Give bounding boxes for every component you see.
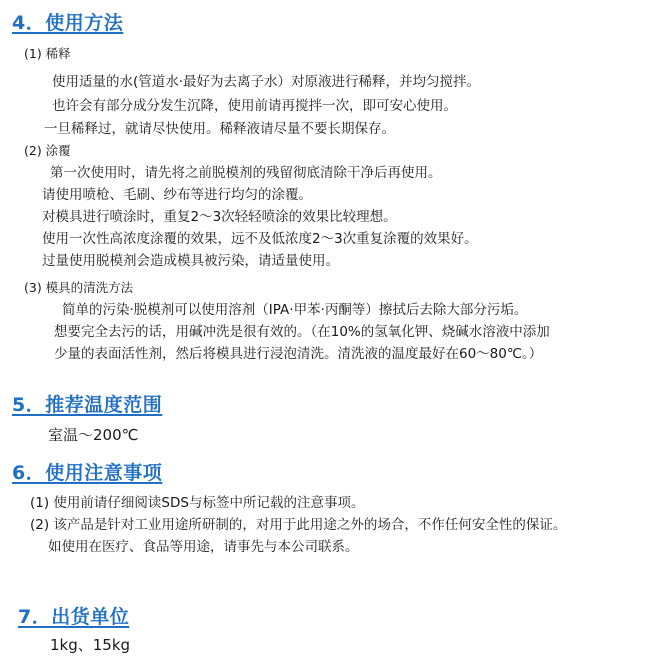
- precaution-line-1: (1) 使用前请仔细阅读SDS与标签中所记载的注意事项。: [30, 495, 365, 511]
- coating-line-5: 过量使用脱模剂会造成模具被污染，请适量使用。: [42, 253, 339, 269]
- subsection-cleaning-label: (3) 模具的清洗方法: [24, 280, 134, 295]
- section-5-heading: 5．推荐温度范围: [12, 394, 163, 416]
- section-7-heading: 7．出货单位: [18, 606, 130, 628]
- section-6-heading: 6．使用注意事项: [12, 462, 163, 484]
- precaution-line-3: 如使用在医疗、食品等用途，请事先与本公司联系。: [48, 539, 359, 555]
- coating-line-3: 对模具进行喷涂时，重复2～3次轻轻喷涂的效果比较理想。: [42, 209, 397, 225]
- dilution-line-2: 也许会有部分成分发生沉降，使用前请再搅拌一次，即可安心使用。: [52, 98, 457, 114]
- coating-line-1: 第一次使用时，请先将之前脱模剂的残留彻底清除干净后再使用。: [50, 165, 442, 181]
- cleaning-line-3: 少量的表面活性剂，然后将模具进行浸泡清洗。清洗液的温度最好在60～80℃。）: [54, 346, 543, 362]
- coating-line-2: 请使用喷枪、毛刷、纱布等进行均匀的涂覆。: [42, 187, 312, 203]
- shipping-unit-value: 1kg、15kg: [50, 636, 131, 654]
- cleaning-line-1: 简单的污染·脱模剂可以使用溶剂（IPA·甲苯·丙酮等）擦拭后去除大部分污垢。: [62, 302, 528, 318]
- section-4-heading: 4．使用方法: [12, 12, 124, 34]
- temperature-range-value: 室温～200℃: [48, 426, 139, 444]
- dilution-line-1: 使用适量的水(管道水·最好为去离子水）对原液进行稀释，并均匀搅拌。: [52, 74, 481, 90]
- subsection-coating-label: (2) 涂覆: [24, 143, 71, 158]
- cleaning-line-2: 想要完全去污的话，用碱冲洗是很有效的。（在10%的氢氧化钾、烧碱水溶液中添加: [54, 324, 550, 340]
- dilution-line-3: 一旦稀释过，就请尽快使用。稀释液请尽量不要长期保存。: [44, 121, 395, 137]
- subsection-dilution-label: (1) 稀释: [24, 46, 71, 61]
- coating-line-4: 使用一次性高浓度涂覆的效果，远不及低浓度2～3次重复涂覆的效果好。: [42, 231, 478, 247]
- precaution-line-2: (2) 该产品是针对工业用途所研制的，对用于此用途之外的场合，不作任何安全性的保证。: [30, 517, 567, 533]
